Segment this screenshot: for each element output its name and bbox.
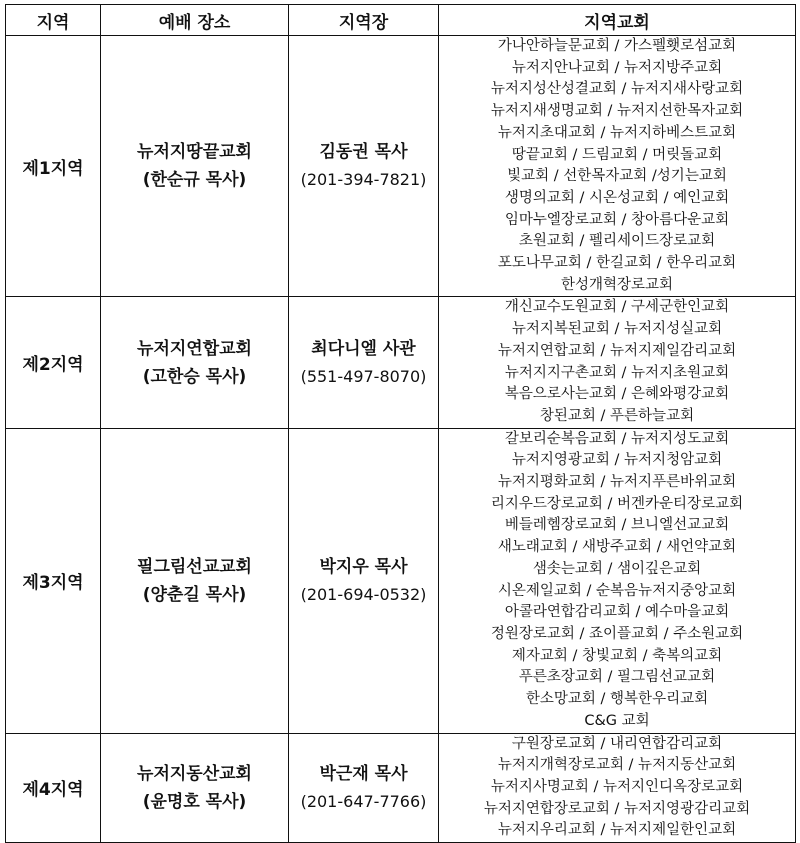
leader-name: 박지우 목사 — [319, 556, 408, 577]
church-line: 한성개혁장로교회 — [560, 276, 674, 293]
church-line: 리지우드장로교회 / 버겐카운티장로교회 — [490, 495, 744, 512]
leader-phone: (551-497-8070) — [300, 366, 427, 386]
church-line: 뉴저지연합장로교회 / 뉴저지영광감리교회 — [483, 800, 751, 817]
church-line: 포도나무교회 / 한길교회 / 한우리교회 — [497, 255, 737, 272]
church-line: 뉴저지새생명교회 / 뉴저지선한목자교회 — [490, 103, 744, 120]
leader-name: 박근재 목사 — [319, 763, 408, 784]
church-line: 임마누엘장로교회 / 창아름다운교회 — [504, 211, 730, 228]
region-name: 제3지역 — [6, 428, 101, 733]
region-name: 제1지역 — [6, 36, 101, 297]
church-line: 베들레헴장로교회 / 브니엘선교교회 — [504, 517, 730, 534]
church-line: 뉴저지개혁장로교회 / 뉴저지동산교회 — [497, 757, 737, 774]
venue-pastor: (한순규 목사) — [142, 170, 247, 191]
region-row — [6, 428, 796, 733]
church-line: 제자교회 / 창빛교회 / 축복의교회 — [511, 647, 723, 664]
venue-pastor: (양춘길 목사) — [142, 584, 247, 605]
church-line: 빛교회 / 선한목자교회 /성기는교회 — [507, 168, 727, 185]
church-line: 개신교수도원교회 / 구세군한인교회 — [504, 299, 730, 316]
church-line: 뉴저지복된교회 / 뉴저지성실교회 — [511, 321, 723, 338]
church-line: 한소망교회 / 행복한우리교회 — [525, 691, 709, 708]
church-line: 생명의교회 / 시온성교회 / 예인교회 — [504, 189, 730, 206]
venue-cell — [101, 733, 289, 843]
church-line: 구원장로교회 / 내리연합감리교회 — [511, 735, 723, 752]
church-line: 뉴저지연합교회 / 뉴저지제일감리교회 — [497, 342, 737, 359]
region-name: 제2지역 — [6, 297, 101, 428]
venue-cell — [101, 36, 289, 297]
leader-name: 김동권 목사 — [319, 142, 408, 163]
venue-church: 필그림선교교회 — [137, 556, 252, 577]
church-line: 복음으로사는교회 / 은혜와평강교회 — [504, 386, 730, 403]
church-line: 가나안하늘문교회 / 가스펠횃로섬교회 — [497, 38, 737, 54]
church-line: 갈보리순복음교회 / 뉴저지성도교회 — [504, 430, 730, 447]
church-line: 초원교회 / 펠리세이드장로교회 — [518, 233, 716, 250]
venue-church: 뉴저지땅끝교회 — [137, 142, 252, 163]
church-line: 새노래교회 / 새방주교회 / 새언약교회 — [497, 539, 737, 556]
church-line: 뉴저지영광교회 / 뉴저지청암교회 — [511, 452, 723, 469]
church-line: 뉴저지성산성결교회 / 뉴저지새사랑교회 — [490, 81, 744, 98]
venue-church: 뉴저지동산교회 — [137, 763, 252, 784]
venue-cell — [101, 297, 289, 428]
venue-pastor: (고한승 목사) — [142, 366, 247, 387]
church-line: C&G 교회 — [584, 712, 650, 729]
header-region: 지역 — [6, 5, 101, 36]
church-line: 시온제일교회 / 순복음뉴저지중앙교회 — [497, 582, 737, 599]
church-line: 샘솟는교회 / 샘이깊은교회 — [532, 560, 702, 577]
header-row — [6, 5, 796, 36]
leader-cell — [289, 428, 439, 733]
church-line: 뉴저지우리교회 / 뉴저지제일한인교회 — [497, 822, 737, 839]
venue-pastor: (윤명호 목사) — [142, 791, 247, 812]
church-line: 땅끝교회 / 드림교회 / 머릿돌교회 — [511, 146, 723, 163]
church-line: 뉴저지안나교회 / 뉴저지방주교회 — [511, 59, 723, 76]
church-list — [439, 428, 796, 733]
church-line: 뉴저지사명교회 / 뉴저지인디옥장로교회 — [490, 778, 744, 795]
region-name: 제4지역 — [6, 733, 101, 843]
region-table — [5, 4, 796, 843]
church-line: 정원장로교회 / 죠이플교회 / 주소원교회 — [490, 625, 744, 642]
church-list — [439, 36, 796, 297]
church-list — [439, 297, 796, 428]
church-line: 뉴저지지구촌교회 / 뉴저지초원교회 — [504, 364, 730, 381]
leader-cell — [289, 36, 439, 297]
header-leader: 지역장 — [289, 5, 439, 36]
leader-cell — [289, 733, 439, 843]
church-line: 뉴저지초대교회 / 뉴저지하베스트교회 — [497, 124, 737, 141]
church-line: 아콜라연합감리교회 / 예수마을교회 — [504, 604, 730, 621]
church-list — [439, 733, 796, 843]
venue-church: 뉴저지연합교회 — [137, 338, 252, 359]
leader-name: 최다니엘 사관 — [311, 338, 416, 359]
leader-phone: (201-694-0532) — [300, 584, 427, 604]
leader-phone: (201-394-7821) — [300, 170, 427, 190]
leader-phone: (201-647-7766) — [300, 791, 427, 811]
church-line: 뉴저지평화교회 / 뉴저지푸른바위교회 — [497, 474, 737, 491]
church-line: 푸른초장교회 / 필그림선교교회 — [518, 669, 716, 686]
venue-cell — [101, 428, 289, 733]
header-churches: 지역교회 — [439, 5, 796, 36]
header-venue: 예배 장소 — [101, 5, 289, 36]
leader-cell — [289, 297, 439, 428]
region-row — [6, 36, 796, 297]
church-line: 창된교회 / 푸른하늘교회 — [539, 407, 695, 424]
region-row — [6, 297, 796, 428]
region-row — [6, 733, 796, 843]
